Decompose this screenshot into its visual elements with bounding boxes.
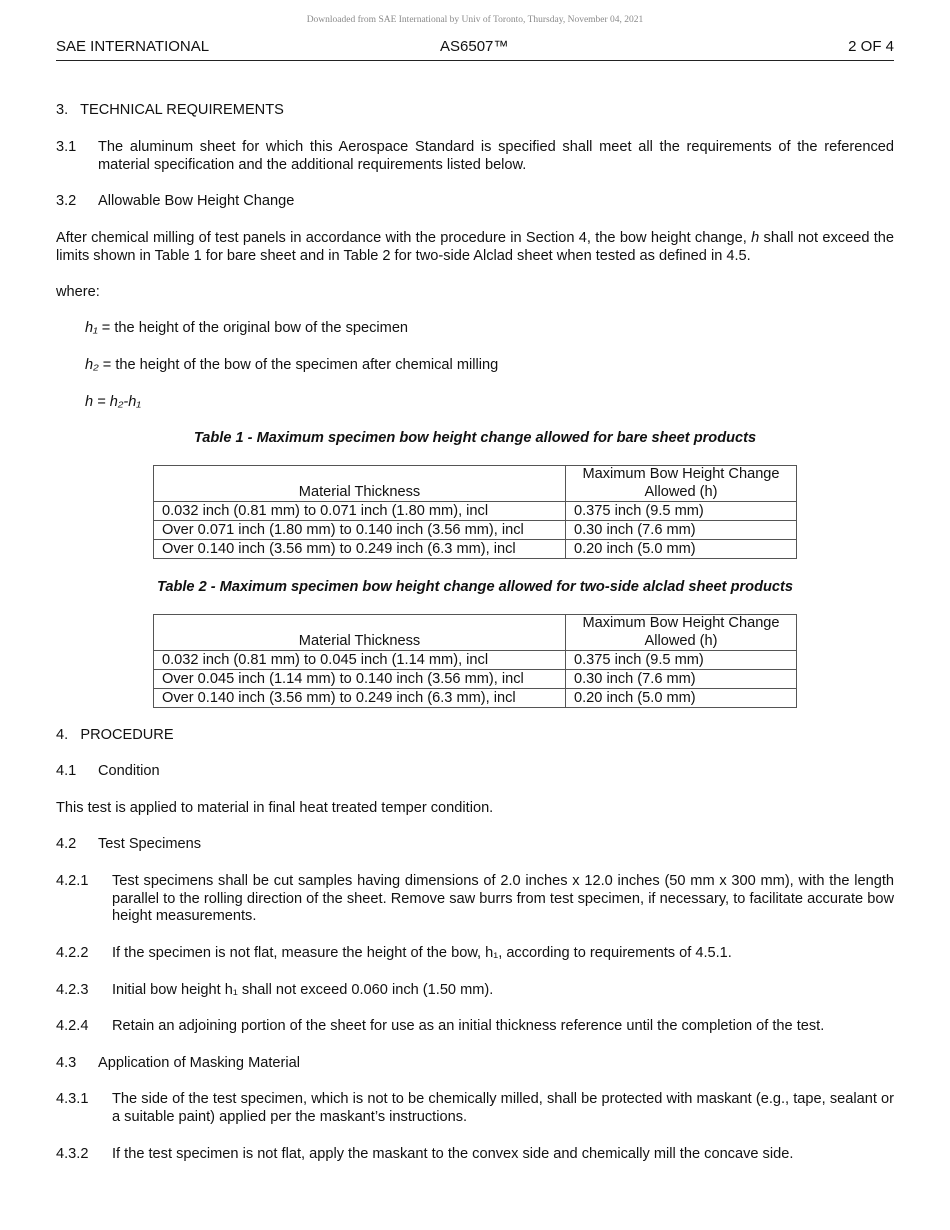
table-row — [154, 521, 797, 540]
section-3-2-title: Allowable Bow Height Change — [98, 193, 295, 209]
header-material-thickness: Material Thickness — [154, 466, 566, 502]
where-label: where: — [56, 284, 100, 300]
table-2-caption: Table 2 - Maximum specimen bow height change allowed for two-side alclad sheet products — [156, 579, 794, 595]
download-watermark: Downloaded from SAE International by Univ of Toronto, Thursday, November 04, 2021 — [306, 15, 644, 25]
section-4-1-title: Condition — [98, 763, 160, 779]
section-4-1-number: 4.1 — [56, 763, 77, 779]
table-cell: 0.30 inch (7.6 mm) — [566, 521, 797, 540]
table-cell: 0.375 inch (9.5 mm) — [566, 502, 797, 521]
table-row — [154, 670, 797, 689]
table-cell: 0.30 inch (7.6 mm) — [566, 670, 797, 689]
bow-change-formula: h = h₂-h₁ — [85, 394, 142, 410]
section-4-3-2-number: 4.3.2 — [56, 1146, 89, 1162]
table-cell: Over 0.071 inch (1.80 mm) to 0.140 inch (3.56 mm), incl — [154, 521, 566, 540]
table-row — [154, 651, 797, 670]
header-max-bow-height: Maximum Bow Height Change Allowed (h) — [566, 466, 797, 502]
section-4-2-3-number: 4.2.3 — [56, 982, 89, 998]
section-4-1-text: This test is applied to material in final heat treated temper condition. — [56, 800, 494, 816]
table-row — [154, 689, 797, 708]
header-organization: SAE INTERNATIONAL — [56, 38, 210, 55]
table-cell: 0.20 inch (5.0 mm) — [566, 689, 797, 708]
table-row — [154, 502, 797, 521]
table-cell: 0.032 inch (0.81 mm) to 0.071 inch (1.80 mm), incl — [154, 502, 566, 521]
table-2 — [153, 614, 797, 708]
section-4-2-title: Test Specimens — [98, 836, 202, 852]
table-cell: 0.375 inch (9.5 mm) — [566, 651, 797, 670]
section-4-heading: 4. PROCEDURE — [56, 727, 174, 743]
section-3-2-number: 3.2 — [56, 193, 77, 209]
header-document-number: AS6507™ — [440, 38, 509, 55]
page-header — [56, 38, 894, 61]
section-4-2-2-number: 4.2.2 — [56, 945, 89, 961]
header-page-number: 2 OF 4 — [848, 38, 894, 55]
header-max-bow-height: Maximum Bow Height Change Allowed (h) — [566, 615, 797, 651]
section-4-2-1-text: Test specimens shall be cut samples having dimensions of 2.0 inches x 12.0 inches (50 mm x 300 mm), with the length parallel to the rolling direction of the sheet. Remove saw burrs from test specimen, if necessary, to facilitate accurate bow height measurements. — [112, 873, 894, 924]
table-row — [154, 540, 797, 559]
section-4-2-number: 4.2 — [56, 836, 77, 852]
definition-h2: h₂ = the height of the bow of the specimen after chemical milling — [85, 357, 499, 373]
table-cell: Over 0.140 inch (3.56 mm) to 0.249 inch (6.3 mm), incl — [154, 689, 566, 708]
section-3-heading: 3. TECHNICAL REQUIREMENTS — [56, 102, 284, 118]
table-header-row — [154, 466, 797, 502]
section-4-3-2-text: If the test specimen is not flat, apply the maskant to the convex side and chemically mill the concave side. — [112, 1146, 794, 1162]
table-cell: 0.032 inch (0.81 mm) to 0.045 inch (1.14 mm), incl — [154, 651, 566, 670]
definition-h1: h₁ = the height of the original bow of the specimen — [85, 320, 409, 336]
table-cell: Over 0.140 inch (3.56 mm) to 0.249 inch (6.3 mm), incl — [154, 540, 566, 559]
section-4-3-title: Application of Masking Material — [98, 1055, 300, 1071]
table-cell: 0.20 inch (5.0 mm) — [566, 540, 797, 559]
bow-height-paragraph: After chemical milling of test panels in accordance with the procedure in Section 4, the bow height change, h shall not exceed the limits shown in Table 1 for bare sheet and in Table 2 for two-side Alclad sheet when tested as defined in 4.5. — [56, 230, 894, 264]
section-4-3-number: 4.3 — [56, 1055, 77, 1071]
header-material-thickness: Material Thickness — [154, 615, 566, 651]
section-4-3-1-number: 4.3.1 — [56, 1091, 89, 1107]
section-3-1-text: The aluminum sheet for which this Aerospace Standard is specified shall meet all the requirements of the referenced material specification and the additional requirements listed below. — [98, 139, 894, 173]
section-4-2-3-text: Initial bow height h₁ shall not exceed 0.060 inch (1.50 mm). — [112, 982, 494, 998]
section-4-2-4-text: Retain an adjoining portion of the sheet for use as an initial thickness reference until the completion of the test. — [112, 1018, 825, 1034]
section-4-2-1-number: 4.2.1 — [56, 873, 89, 889]
section-4-3-1-text: The side of the test specimen, which is not to be chemically milled, shall be protected with maskant (e.g., tape, sealant or a suitable paint) applied per the maskant’s instructions. — [112, 1091, 894, 1125]
table-header-row — [154, 615, 797, 651]
table-1-caption: Table 1 - Maximum specimen bow height change allowed for bare sheet products — [193, 430, 757, 446]
section-4-2-2-text: If the specimen is not flat, measure the height of the bow, h₁, according to requirements of 4.5.1. — [112, 945, 732, 961]
section-4-2-4-number: 4.2.4 — [56, 1018, 89, 1034]
table-cell: Over 0.045 inch (1.14 mm) to 0.140 inch (3.56 mm), incl — [154, 670, 566, 689]
section-3-1-number: 3.1 — [56, 139, 77, 155]
table-1 — [153, 465, 797, 559]
